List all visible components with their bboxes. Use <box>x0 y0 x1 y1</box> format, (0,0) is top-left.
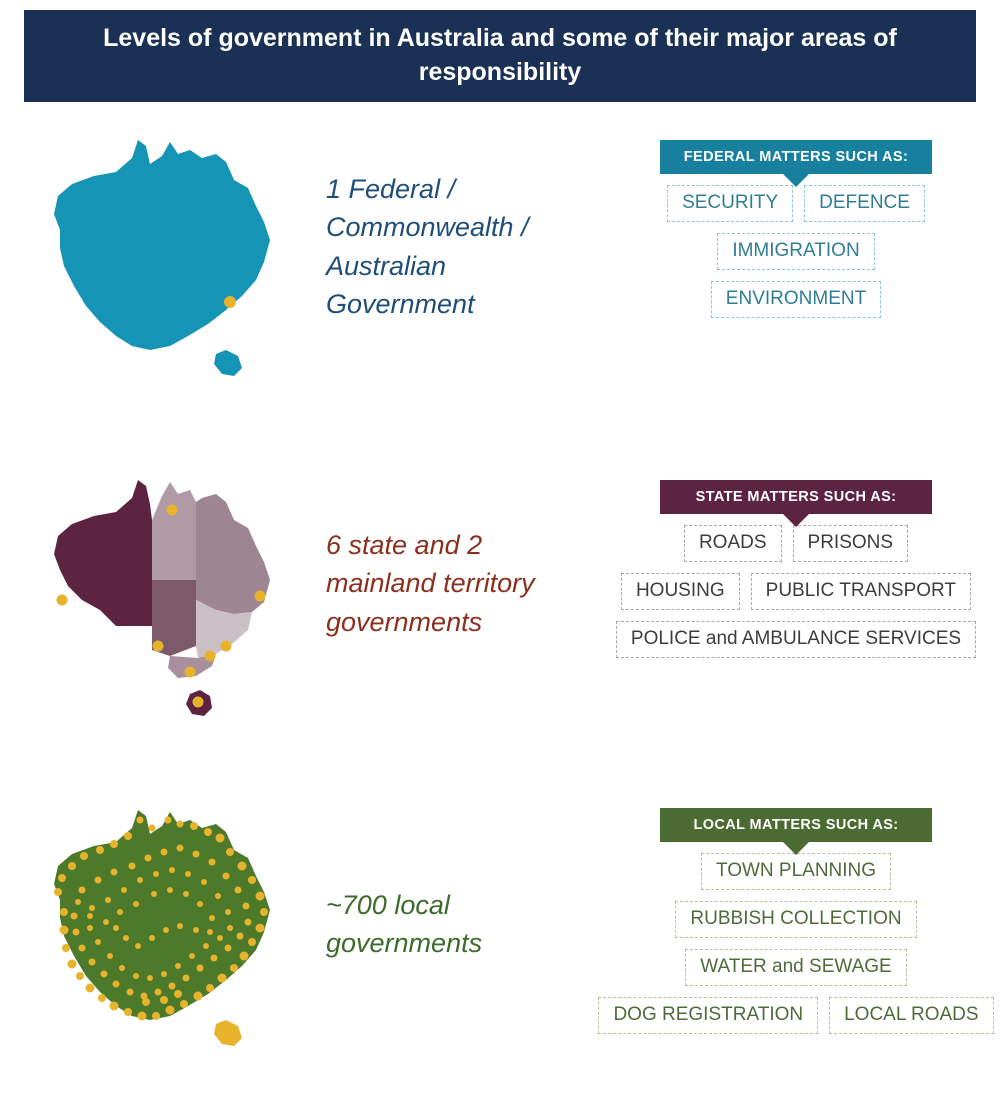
federal-matters-group <box>596 140 996 318</box>
level-label-local <box>326 886 596 963</box>
chip-prisons[interactable]: PRISONS <box>793 525 909 562</box>
state-matters-header-text: STATE MATTERS SUCH AS: <box>695 489 897 505</box>
local-matters-header <box>660 808 932 842</box>
state-matters-group <box>596 480 996 658</box>
local-matters-group <box>596 808 996 1034</box>
chip-roads[interactable]: ROADS <box>684 525 782 562</box>
chip-housing[interactable]: HOUSING <box>621 573 740 610</box>
state-matters-header <box>660 480 932 514</box>
level-label-text: 6 state and 2 mainland territory governments <box>326 530 535 637</box>
local-chip-row-3 <box>596 949 996 986</box>
chip-dog-registration[interactable]: DOG REGISTRATION <box>598 997 818 1034</box>
page-title-banner <box>24 10 976 102</box>
state-chip-row-3 <box>596 621 996 658</box>
chip-environment[interactable]: ENVIRONMENT <box>711 281 881 318</box>
australia-map-states-icon <box>20 450 320 730</box>
federal-matters-header-text: FEDERAL MATTERS SUCH AS: <box>683 149 909 165</box>
level-row-state <box>0 450 1000 750</box>
local-matters-header-text: LOCAL MATTERS SUCH AS: <box>693 817 899 833</box>
chip-security[interactable]: SECURITY <box>667 185 793 222</box>
australia-map-federal-icon <box>20 110 320 390</box>
level-label-text: ~700 local governments <box>326 890 483 959</box>
state-chip-row-1 <box>596 525 996 562</box>
arrow-down-icon <box>783 514 809 527</box>
page-title: Levels of government in Australia and some of their major areas of responsibility <box>103 24 897 86</box>
level-row-local <box>0 780 1000 1100</box>
australia-map-local-icon <box>20 780 320 1060</box>
chip-water-and-sewage[interactable]: WATER and SEWAGE <box>685 949 906 986</box>
level-label-state <box>326 526 596 641</box>
federal-chip-row-1 <box>596 185 996 222</box>
level-row-federal <box>0 110 1000 410</box>
federal-matters-header <box>660 140 932 174</box>
local-chip-row-2 <box>596 901 996 938</box>
chip-local-roads[interactable]: LOCAL ROADS <box>829 997 993 1034</box>
chip-immigration[interactable]: IMMIGRATION <box>717 233 874 270</box>
federal-chip-row-2 <box>596 233 996 270</box>
local-chip-row-4 <box>596 997 996 1034</box>
chip-rubbish-collection[interactable]: RUBBISH COLLECTION <box>675 901 916 938</box>
chip-police-and-ambulance-services[interactable]: POLICE and AMBULANCE SERVICES <box>616 621 976 658</box>
level-label-text: 1 Federal / Commonwealth / Australian Government <box>326 174 529 319</box>
arrow-down-icon <box>783 842 809 855</box>
chip-public-transport[interactable]: PUBLIC TRANSPORT <box>751 573 971 610</box>
arrow-down-icon <box>783 174 809 187</box>
state-chip-row-2 <box>596 573 996 610</box>
level-label-federal <box>326 170 596 323</box>
federal-chip-row-3 <box>596 281 996 318</box>
chip-town-planning[interactable]: TOWN PLANNING <box>701 853 891 890</box>
chip-defence[interactable]: DEFENCE <box>804 185 925 222</box>
local-chip-row-1 <box>596 853 996 890</box>
